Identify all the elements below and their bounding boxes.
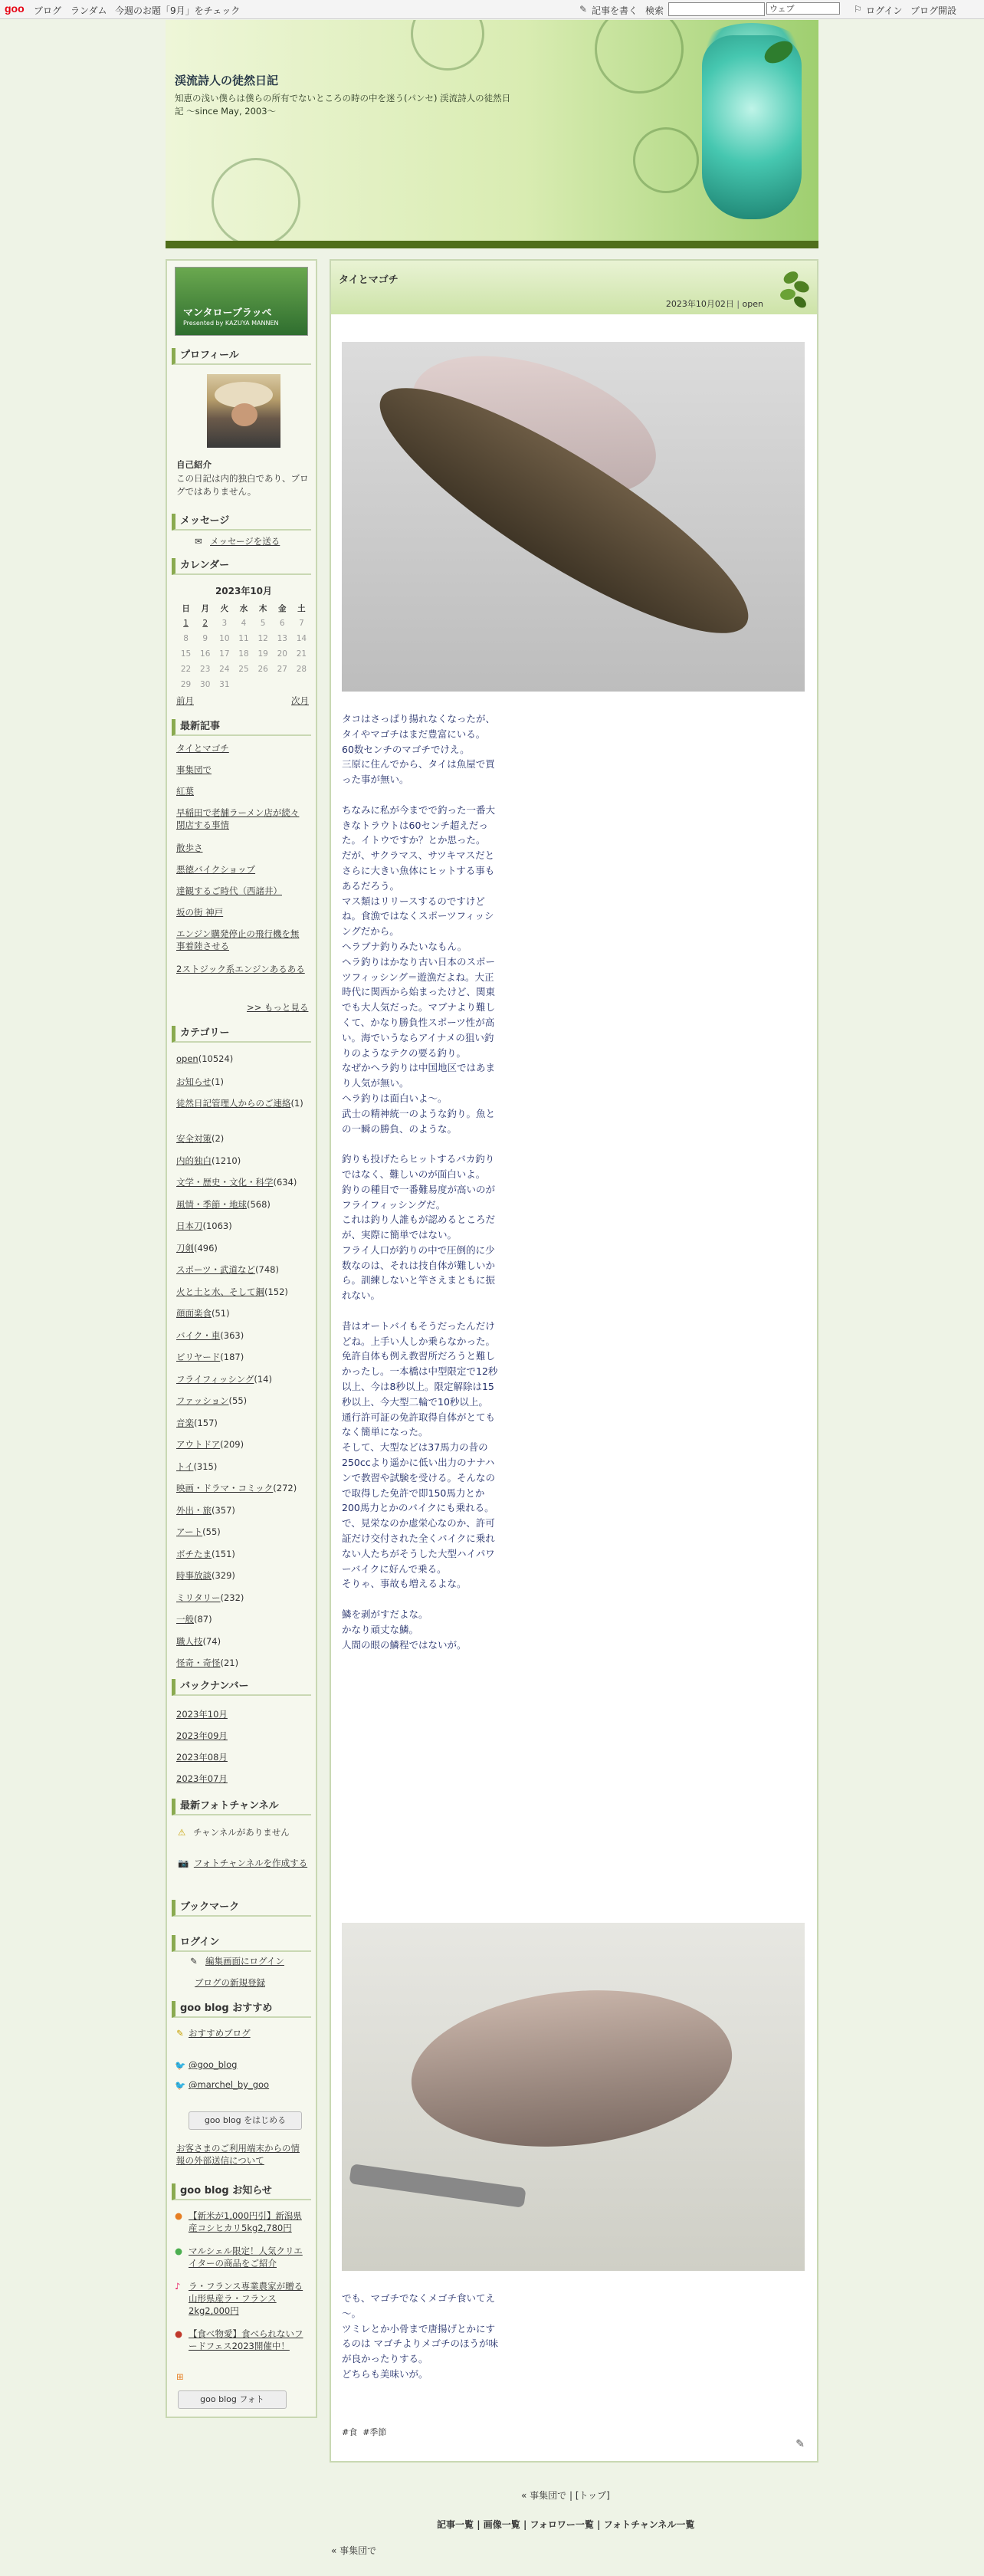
news-item[interactable]: 【新米が1,000円引】新潟県産コシヒカリ5kg2,780円 (189, 2210, 302, 2233)
category-link[interactable]: 顔面楽食 (176, 1308, 212, 1319)
recent-item[interactable]: 悪徳バイクショップ (176, 864, 256, 875)
news-icon: ● (175, 2210, 183, 2221)
category-item (176, 1097, 303, 1109)
calendar-day: 11 (238, 634, 249, 643)
weekday: 日 (182, 603, 190, 613)
calendar-day: 14 (296, 634, 307, 643)
category-item (176, 1569, 235, 1582)
entry-body-text-1: タコはさっぱり揚れなくなったが、タイやマゴチはまだ豊富にいる。 60数センチのマゴチでけえ。 三原に住んでから、タイは魚屋で買った事が無い。 ちなみに私が今までで釣った一番大きなトラウトは60センチ超えだった。イトウですか？とか思った。 だが、サクラマス、サツキマスだとさらに大きい魚体にヒットする事もあるだろう。 マス類はリリースするのですけどね。食漁ではなくスポーツフィッシングだから。 ヘラブナ釣りみたいなもん。 ヘラ釣りはかなり古い日本のスポーツフィッシング＝遊漁だよね。大正時代に関西から始まったけど、関東でも大人気だった。マブナより難しくて、かなり勝負性スポーツ性が高い。海でいうならアイナメの狙い釣りのようなテクの要る釣り。 なぜかヘラ釣りは中国地区ではあまり人気が無い。 ヘラ釣りは面白いよ～。 武士の精神統一のような釣り。魚との一瞬の勝負、のような。 釣りも投げたらヒットするバカ釣りではなく、難しいのが面白いよ。 釣りの種目で一番難易度が高いのがフライフィッシングだ。 これは釣り人誰もが認めるところだが、実際に簡単ではない。 フライ人口が釣りの中で圧倒的に少数なのは、それは技自体が難しいから。訓練しないと竿さえまともに振れない。 昔はオートバイもそうだったんだけどね。上手い人しか乗らなかった。免許自体も例え教習所だろうと難しかったし。一本橋は中型限定で12秒以上、今は8秒以上。限定解除は15秒以上、今大型二輪で10秒以上。 通行許可証の免許取得自体がとてもなく簡単になった。 そして、大型などは37馬力の昔の250ccより遥かに低い出力のナナハンで教習や試験を受ける。そんなので取得した免許で即150馬力とか200馬力とかのバイクにも乗れる。 で、見栄なのか虚栄心なのか、許可証だけ交付された全くバイクに乗れない人たちがそうした大型ハイパワーバイクに好んで乗る。 そりゃ、事故も増えるよな。 鱗を剥がすだよな。 かなり頑丈な鱗。 人間の眼の鱗程ではないが。 (342, 713, 498, 1651)
create-photo-channel-link[interactable]: フォトチャンネルを作成する (193, 1858, 308, 1868)
footer-followers-link[interactable]: フォロワー一覧 (530, 2519, 594, 2530)
category-count: (232) (220, 1592, 244, 1603)
category-link[interactable]: バイク・車 (176, 1329, 221, 1341)
category-item (176, 1198, 271, 1211)
category-link[interactable]: 外出・旅 (176, 1504, 212, 1516)
calendar-day: 12 (257, 634, 268, 643)
category-item (176, 1657, 238, 1669)
calendar-day (234, 677, 253, 692)
category-item (176, 1329, 244, 1342)
weekday: 火 (220, 603, 229, 613)
calendar-day: 22 (180, 665, 192, 674)
twitter-goo-blog-link[interactable]: @goo_blog (189, 2059, 238, 2070)
calendar-day (273, 677, 292, 692)
search-scope-select[interactable]: ウェブ (766, 2, 840, 15)
category-count: (748) (255, 1264, 279, 1275)
category-link[interactable]: アウトドア (176, 1439, 221, 1450)
category-count: (1) (290, 1098, 303, 1109)
category-count: (329) (212, 1570, 235, 1581)
no-channel-text: チャンネルがありません (193, 1827, 290, 1838)
recent-item[interactable]: 散歩さ (176, 843, 203, 853)
category-link[interactable]: お知らせ (176, 1076, 212, 1087)
recent-item[interactable]: 紅葉 (176, 786, 194, 797)
weekday: 木 (258, 603, 267, 613)
category-item (176, 1592, 244, 1604)
category-link[interactable]: 職人技 (176, 1635, 203, 1647)
toolbar-link-theme[interactable]: 今週のお題「9月」をチェック (115, 5, 241, 16)
calendar-day: 26 (257, 665, 268, 674)
message-heading: メッセージ (172, 514, 311, 531)
login-icon: ⚐ (854, 4, 862, 15)
category-link[interactable]: 刀剣 (176, 1242, 194, 1254)
entry-meta: 2023年10月02日 | open (665, 299, 763, 309)
category-count: (152) (264, 1286, 288, 1297)
category-item (176, 1286, 288, 1298)
bottom-navigation: « 事集団で (331, 2545, 377, 2556)
category-count: (315) (193, 1460, 218, 1472)
recent-item[interactable]: 事集団で (176, 764, 212, 775)
calendar-day: 16 (200, 649, 211, 659)
calendar-day: 8 (183, 634, 189, 643)
calendar-day: 13 (277, 634, 287, 643)
top-link[interactable]: トップ (579, 2490, 607, 2501)
external-transmission-link[interactable]: お客さまのご利用端末からの情報の外部送信について (176, 2143, 300, 2166)
category-link[interactable]: 風情・季節・地球 (176, 1198, 247, 1210)
category-link[interactable]: ビリヤード (176, 1352, 221, 1362)
calendar-day: 9 (202, 634, 208, 643)
send-message-link[interactable]: メッセージを送る (210, 536, 280, 547)
calendar-day: 27 (277, 665, 287, 674)
calendar-day: 19 (257, 649, 268, 659)
open-blog-link[interactable]: ブログ開設 (910, 5, 957, 16)
category-count: (357) (212, 1504, 235, 1516)
tag-link[interactable]: #食 (342, 2427, 358, 2437)
weekday: 月 (201, 603, 209, 613)
news-icon: ● (175, 2328, 183, 2339)
category-link[interactable]: open (176, 1053, 198, 1064)
category-item (176, 1526, 221, 1538)
calendar-day: 20 (277, 649, 287, 659)
category-link[interactable]: 内的独白 (176, 1155, 212, 1166)
category-link[interactable]: フライフィッシング (176, 1373, 254, 1385)
weekday: 金 (278, 603, 287, 613)
entry-tags (342, 2426, 386, 2438)
news-item[interactable]: マルシェル限定！人気クリエイターの商品をご紹介 (189, 2246, 303, 2269)
warning-icon: ⚠ (178, 1827, 186, 1838)
pen-icon: ✎ (190, 1956, 198, 1967)
entry-category-link[interactable]: open (742, 299, 763, 309)
category-count: (10524) (198, 1053, 234, 1064)
recent-item[interactable]: タイとマゴチ (176, 743, 229, 754)
backnumber-item[interactable]: 2023年07月 (176, 1773, 228, 1784)
category-item (176, 1307, 230, 1319)
entry-header (331, 261, 817, 314)
footer-articles-link[interactable]: 記事一覧 (437, 2519, 474, 2530)
category-count: (55) (228, 1395, 248, 1406)
twitter-icon: 🐦 (175, 2080, 186, 2091)
footer-links: 記事一覧 | 画像一覧 | フォロワー一覧 | フォトチャンネル一覧 (437, 2519, 695, 2530)
start-goo-blog-button[interactable]: goo blog をはじめる (189, 2111, 302, 2130)
category-item (176, 1613, 212, 1625)
category-link[interactable]: 日本刀 (176, 1221, 203, 1231)
category-item (176, 1220, 232, 1232)
recommend-heading: goo blog おすすめ (172, 2001, 311, 2018)
calendar-day: 3 (221, 619, 228, 628)
login-link[interactable]: ログイン (866, 5, 903, 16)
footer-photo-channel-link[interactable]: フォトチャンネル一覧 (603, 2519, 695, 2530)
twitter-marchel-link[interactable]: @marchel_by_goo (189, 2079, 270, 2090)
weekday: 土 (297, 603, 306, 613)
sidebar (166, 259, 317, 2418)
rss-icon[interactable]: ⊞ (176, 2371, 184, 2382)
lace-decoration (595, 20, 684, 94)
calendar-day: 15 (180, 649, 192, 659)
toolbar-link-blog[interactable]: ブログ (34, 5, 62, 16)
write-article-link[interactable]: 記事を書く (592, 5, 638, 16)
calendar-day (254, 677, 273, 692)
calendar-day[interactable]: 2 (202, 619, 208, 628)
category-link[interactable]: 音楽 (176, 1417, 194, 1428)
calendar-day: 24 (219, 665, 230, 674)
tag-link[interactable]: #季節 (362, 2427, 387, 2437)
blog-header (166, 20, 818, 241)
entry-date-link[interactable]: 2023年10月02日 (665, 299, 734, 309)
category-count: (21) (220, 1658, 239, 1668)
footer-images-link[interactable]: 画像一覧 (483, 2519, 520, 2530)
recent-more-link[interactable]: >> もっと見る (247, 1002, 309, 1013)
prev-entry-link[interactable]: 事集団で (530, 2490, 567, 2501)
category-link[interactable]: ファッション (176, 1395, 229, 1406)
header-divider (166, 241, 818, 248)
blog-title[interactable]: 渓流詩人の徒然日記 (175, 74, 279, 87)
weekday: 水 (239, 603, 248, 613)
goo-blog-photo-button[interactable]: goo blog フォト (178, 2390, 287, 2409)
profile-intro-label: 自己紹介 (176, 459, 212, 470)
category-link[interactable]: 映画・ドラマ・コミック (176, 1483, 274, 1493)
calendar-day: 28 (296, 665, 307, 674)
category-count: (568) (247, 1198, 271, 1210)
category-link[interactable]: アート (176, 1526, 203, 1537)
calendar-day: 17 (219, 649, 230, 659)
category-item (176, 1242, 218, 1254)
category-count: (1063) (202, 1221, 232, 1231)
twitter-icon: 🐦 (175, 2060, 186, 2071)
recent-item[interactable]: エンジン購発停止の飛行機を無事着陸させる (176, 928, 300, 951)
calendar-heading: カレンダー (172, 558, 311, 575)
new-blog-link[interactable]: ブログの新規登録 (195, 1977, 265, 1988)
category-link[interactable]: ミリタリー (176, 1592, 221, 1603)
category-item (176, 1438, 244, 1451)
pen-icon: ✎ (579, 4, 588, 15)
entry-body-text-2: でも、マゴチでなくメゴチ食いてえ～。 ツミレとか小骨まで唐揚げとかにするのは マゴチよりメゴチのほうが味が良かったりする。 どちらも美味いが。 (342, 2292, 498, 2380)
leaf-icon (768, 265, 814, 311)
blog-description: 知恵の浅い僕らは僕らの所有でないところの時の中を迷う(パンセ) 渓流詩人の徒然日記 ～since May, 2003～ (175, 93, 511, 117)
calendar-prev-link[interactable]: 前月 (176, 695, 194, 706)
category-item (176, 1351, 244, 1363)
category-count: (1) (211, 1076, 224, 1087)
fish-scaler (349, 2164, 526, 2208)
category-link[interactable]: 一般 (176, 1614, 194, 1625)
category-count: (272) (273, 1483, 297, 1493)
calendar-month: 2023年10月 (215, 586, 273, 596)
category-item (176, 1460, 217, 1473)
fish-photo-1 (342, 342, 805, 692)
recent-item[interactable]: 坂の街 神戸 (176, 907, 224, 918)
category-link[interactable]: トイ (176, 1460, 194, 1472)
entry-navigation: « 事集団で | [トップ] (521, 2490, 610, 2501)
category-count: (1210) (212, 1155, 241, 1166)
category-count: (209) (220, 1439, 244, 1450)
avatar (207, 374, 280, 448)
calendar-day: 31 (219, 680, 230, 689)
toolbar-link-random[interactable]: ランダム (71, 5, 107, 16)
category-link[interactable]: 文学・歴史・文化・科学 (176, 1177, 274, 1188)
category-count: (74) (202, 1635, 221, 1647)
backnumber-item[interactable]: 2023年08月 (176, 1752, 228, 1763)
recent-heading: 最新記事 (172, 719, 311, 736)
bookmark-heading: ブックマーク (172, 1900, 311, 1917)
category-item (176, 1548, 235, 1560)
news-icon: ♪ (175, 2281, 181, 2292)
category-count: (87) (194, 1614, 212, 1625)
lace-decoration (411, 20, 484, 71)
category-item (176, 1482, 297, 1494)
calendar-day: 29 (180, 680, 192, 689)
calendar-day: 25 (238, 665, 249, 674)
calendar-day: 23 (200, 665, 211, 674)
category-item (176, 1176, 297, 1188)
category-link[interactable]: 徒然日記管理人からのご連絡 (176, 1098, 291, 1109)
category-count: (157) (194, 1417, 218, 1428)
category-link[interactable]: ボチたま (176, 1548, 212, 1559)
calendar (176, 584, 311, 692)
category-link[interactable]: 時事放談 (176, 1570, 212, 1581)
recent-item[interactable]: 早稲田で老舗ラーメン店が続々閉店する事情 (176, 807, 300, 830)
category-count: (55) (202, 1526, 221, 1537)
category-item (176, 1635, 221, 1648)
profile-heading: プロフィール (172, 348, 311, 365)
entry (330, 259, 818, 2463)
category-count: (151) (212, 1548, 235, 1559)
category-item (176, 1504, 235, 1516)
category-link[interactable]: スポーツ・武道など (176, 1264, 256, 1275)
category-count: (634) (273, 1177, 297, 1188)
profile-intro-text: この日記は内的独白であり、ブログではありません。 (176, 473, 309, 497)
calendar-day: 21 (296, 649, 307, 659)
category-item (176, 1076, 224, 1088)
category-count: (496) (194, 1242, 218, 1254)
bottom-prev-link[interactable]: 事集団で (339, 2545, 377, 2556)
recent-item[interactable]: 達観するご時代（西諸井） (176, 886, 282, 896)
goo-toolbar (0, 0, 984, 19)
calendar-next-link[interactable]: 次月 (291, 695, 309, 706)
calendar-day: 30 (200, 680, 211, 689)
category-item (176, 1263, 279, 1276)
entry-title: タイとマゴチ (339, 274, 399, 286)
calendar-day: 10 (219, 634, 230, 643)
lace-decoration (212, 158, 300, 241)
category-count: (363) (220, 1329, 244, 1341)
category-count: (51) (212, 1308, 230, 1319)
sidebar-banner[interactable] (175, 267, 308, 336)
category-item (176, 1417, 218, 1429)
backnumber-item[interactable]: 2023年09月 (176, 1730, 228, 1741)
envelope-icon: ✉ (195, 536, 202, 547)
category-item (176, 1132, 224, 1145)
calendar-day: 6 (279, 619, 285, 628)
category-item (176, 1155, 241, 1167)
news-heading: goo blog お知らせ (172, 2183, 311, 2200)
news-icon: ● (175, 2246, 183, 2256)
camera-icon: 📷 (178, 1858, 189, 1868)
news-item[interactable]: 【食べ物愛】食べられないフードフェス2023開催中！ (189, 2328, 303, 2351)
banner-subtitle: Presented by KAZUYA MANNEN (183, 320, 279, 327)
calendar-day[interactable]: 1 (183, 619, 189, 628)
category-item (176, 1373, 272, 1385)
calendar-day: 18 (238, 649, 249, 659)
category-count: (187) (220, 1352, 244, 1362)
calendar-day: 7 (299, 619, 304, 628)
calendar-day (292, 677, 311, 692)
category-count: (2) (212, 1133, 225, 1144)
login-heading: ログイン (172, 1935, 311, 1952)
goo-logo[interactable]: goo (5, 2, 25, 15)
category-link[interactable]: 安全対策 (176, 1133, 212, 1144)
fish-photo-2 (342, 1923, 805, 2271)
search-label: 検索 (645, 5, 664, 16)
category-link[interactable]: 火と土と水、そして鋼 (176, 1286, 264, 1297)
shaved-ice-glass (702, 35, 802, 219)
pencil-icon: ✎ (176, 2028, 184, 2039)
category-count: (14) (254, 1373, 272, 1385)
lace-decoration (633, 127, 699, 193)
recent-item[interactable]: 2ストジック系エンジンあるある (176, 964, 305, 974)
search-input[interactable] (668, 2, 765, 16)
calendar-day: 4 (241, 619, 247, 628)
category-item (176, 1395, 247, 1407)
backnumber-item[interactable]: 2023年10月 (176, 1709, 228, 1720)
edit-login-link[interactable]: 編集画面にログイン (205, 1956, 284, 1967)
category-heading: カテゴリー (172, 1026, 311, 1043)
backnumber-heading: バックナンバー (172, 1679, 311, 1696)
photo-channel-heading: 最新フォトチャンネル (172, 1799, 311, 1815)
banner-title: マンタローブラッペ (183, 307, 272, 319)
news-item[interactable]: ラ・フランス専業農家が贈る山形県産ラ・フランス2kg2,000円 (189, 2281, 303, 2316)
category-item (176, 1053, 233, 1064)
calendar-day: 5 (260, 619, 266, 628)
edit-icon[interactable]: ✎ (795, 2438, 805, 2450)
category-link[interactable]: 怪奇・奇怪 (176, 1658, 221, 1668)
recommend-blog-link[interactable]: おすすめブログ (189, 2028, 251, 2039)
